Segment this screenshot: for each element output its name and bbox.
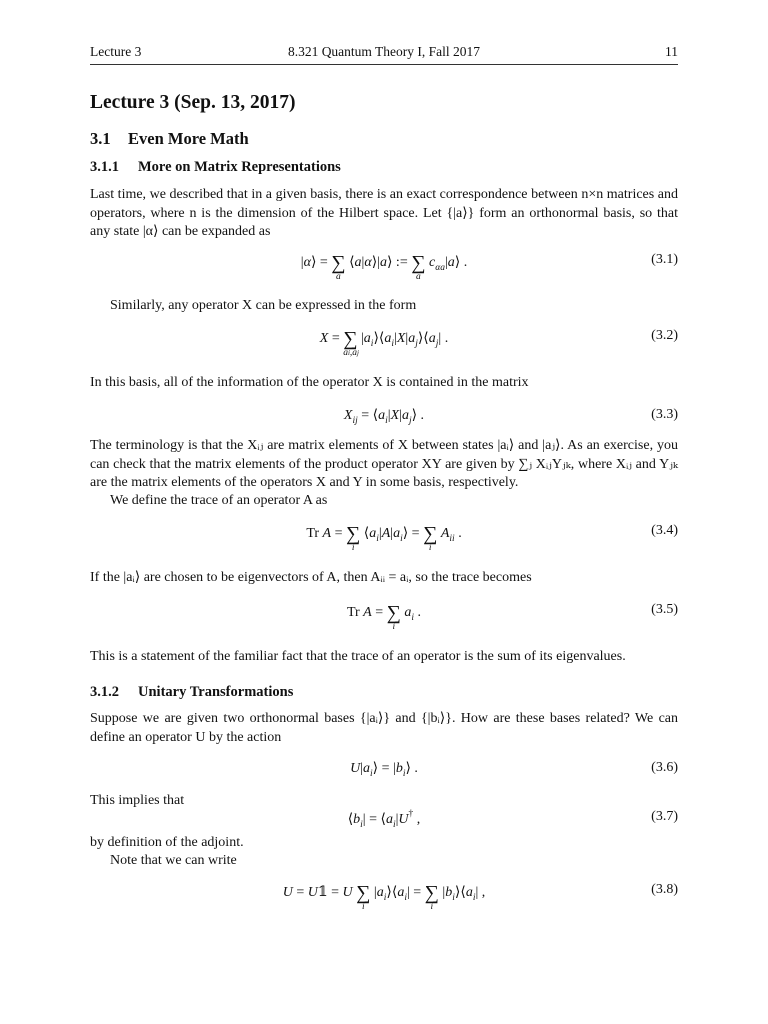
- equation-3-3: [90, 407, 678, 437]
- section-heading: [90, 129, 249, 149]
- paragraph: This implies that: [90, 793, 185, 808]
- subsection-title: Unitary Transformations: [138, 684, 294, 700]
- equation-number: (3.6): [651, 760, 678, 775]
- paragraph: Similarly, any operator X can be expressed in the form: [110, 298, 417, 313]
- equation-3-4: [90, 523, 678, 553]
- subsection-heading-2: [90, 684, 293, 701]
- paragraph: Suppose we are given two orthonormal bases {|aᵢ⟩} and {|bᵢ⟩}. How are these bases related? We can define an operator U by the action: [90, 711, 678, 745]
- section-number: 3.1: [90, 129, 111, 148]
- equation-body: Tr A = ∑ i $⟨a_i|A|a_i⟩$ = ∑ i $A_{ii}$ .: [306, 523, 462, 553]
- equation-3-8: [90, 882, 678, 912]
- subsection-title: More on Matrix Representations: [138, 159, 341, 175]
- document-page: [90, 0, 678, 1024]
- paragraph: If the |aᵢ⟩ are chosen to be eigenvectors of A, then Aᵢᵢ = aᵢ, so the trace becomes: [90, 570, 532, 585]
- header-rule: [90, 64, 678, 65]
- paragraph: Last time, we described that in a given basis, there is an exact correspondence between n×n matrices and operators, where n is the dimension of the Hilbert space. Let {|a⟩} form an orthonormal basis, so that any state |α⟩ can be expanded as: [90, 187, 678, 239]
- equation-number: (3.1): [651, 252, 678, 267]
- equation-body: U = U𝟙 = U ∑ i $|a_i⟩⟨a_i|$ = ∑ i $|b_i⟩⟨a_i|$ ,: [282, 882, 486, 912]
- equation-3-6: [90, 760, 678, 790]
- subsection-heading-1: [90, 159, 341, 176]
- header-page-number: 11: [665, 44, 678, 59]
- equation-body: $⟨b_i|$ = $⟨a_i|U^\dagger$ ,: [347, 809, 421, 830]
- subsection-number: 3.1.1: [90, 159, 119, 175]
- equation-body: Tr A = ∑ i $a_i$ .: [346, 602, 422, 632]
- paragraph: We define the trace of an operator A as: [110, 493, 328, 508]
- equation-body: X = ∑ ai,aj $|a_i⟩⟨a_i|X|a_j⟩⟨a_j|$ .: [319, 328, 449, 358]
- section-title: Even More Math: [128, 129, 249, 148]
- paragraph: Note that we can write: [110, 853, 237, 868]
- header-lecture: Lecture 3: [90, 44, 142, 59]
- paragraph: by definition of the adjoint.: [90, 835, 244, 850]
- equation-3-2: [90, 328, 678, 358]
- paragraph: In this basis, all of the information of the operator X is contained in the matrix: [90, 375, 529, 390]
- equation-body: $X_{ij}$ = $⟨a_i|X|a_j⟩$ .: [343, 408, 425, 426]
- equation-number: (3.7): [651, 809, 678, 824]
- equation-body: |α⟩ = ∑ a ⟨a|α⟩|a⟩ := ∑ a $c_{\alpha a}|a⟩$ .: [300, 252, 468, 282]
- equation-body: $U|a_i⟩$ = $|b_i⟩$ .: [350, 761, 418, 779]
- equation-number: (3.8): [651, 882, 678, 897]
- paragraph: This is a statement of the familiar fact that the trace of an operator is the sum of its eigenvalues.: [90, 649, 626, 664]
- equation-3-1: [90, 252, 678, 282]
- equation-3-5: [90, 602, 678, 632]
- equation-number: (3.2): [651, 328, 678, 343]
- equation-number: (3.5): [651, 602, 678, 617]
- header-course: 8.321 Quantum Theory I, Fall 2017: [287, 44, 481, 59]
- equation-number: (3.3): [651, 407, 678, 422]
- equation-number: (3.4): [651, 523, 678, 538]
- paragraph: The terminology is that the Xᵢⱼ are matrix elements of X between states |aᵢ⟩ and |aⱼ⟩. As an exercise, you can check that the matrix elements of the product operator XY are given by ∑ⱼ XᵢⱼYⱼₖ, where Xᵢⱼ and Yⱼₖ are the matrix elements of the operators X and Y in some basis, respectively.: [90, 438, 678, 490]
- lecture-title: Lecture 3 (Sep. 13, 2017): [90, 92, 296, 113]
- subsection-number: 3.1.2: [90, 684, 119, 700]
